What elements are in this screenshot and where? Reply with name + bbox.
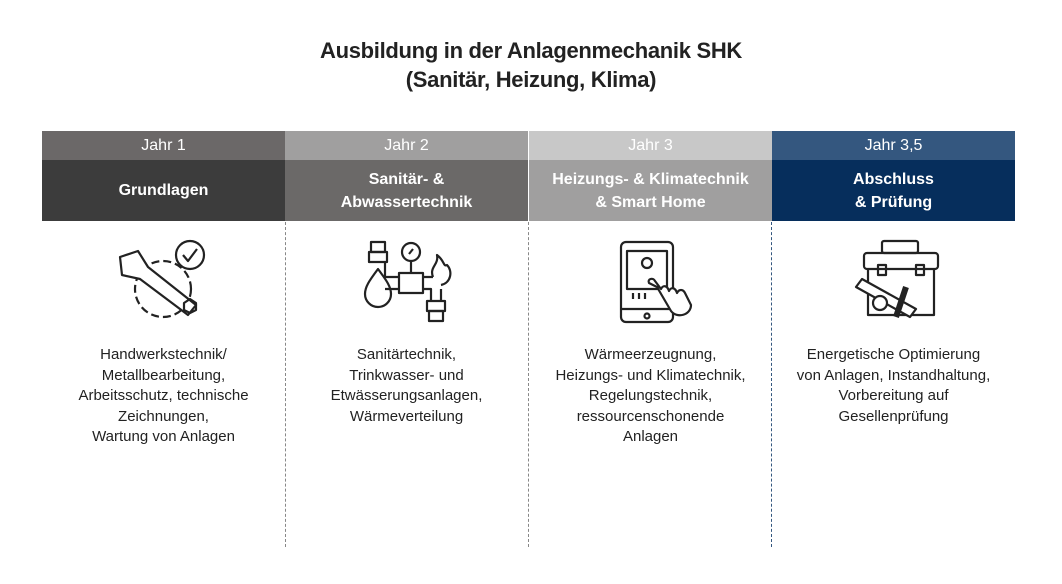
description bbox=[285, 345, 528, 427]
year-label: Jahr 2 bbox=[285, 131, 528, 160]
desc-line: Etwässerungsanlagen, bbox=[330, 387, 483, 405]
desc-line: Sanitärtechnik, bbox=[356, 346, 457, 363]
phase-line: Heizungs- & Klimatechnik bbox=[552, 170, 749, 188]
desc-line: Energetische Optimierung bbox=[806, 346, 981, 363]
year-label: Jahr 3,5 bbox=[772, 131, 1015, 160]
desc-line: Anlagen bbox=[622, 428, 679, 446]
phase-line: Abschluss bbox=[853, 170, 934, 188]
phase-line: Abwassertechnik bbox=[340, 193, 473, 211]
desc-line: Gesellenprüfung bbox=[838, 407, 949, 425]
column-year-3-5 bbox=[772, 131, 1015, 425]
desc-line: Handwerkstechnik/ bbox=[100, 346, 227, 363]
desc-line: Zeichnungen, bbox=[118, 407, 209, 425]
phase-label bbox=[285, 160, 528, 221]
phase-label bbox=[529, 160, 772, 221]
toolbox-diploma-icon bbox=[838, 237, 948, 327]
column-year-2 bbox=[285, 131, 528, 425]
tablet-touch-icon bbox=[595, 237, 705, 327]
desc-line: ressourcenschonende bbox=[576, 407, 725, 425]
title-line-1: Ausbildung in der Anlagenmechanik SHK bbox=[319, 38, 743, 63]
desc-line: Regelungstechnik, bbox=[588, 387, 713, 405]
phase-line: Grundlagen bbox=[118, 182, 209, 199]
page-title bbox=[0, 36, 1062, 94]
description bbox=[42, 345, 285, 448]
wrench-gear-check-icon bbox=[108, 237, 218, 327]
phase-label bbox=[772, 160, 1015, 221]
desc-line: von Anlagen, Instandhaltung, bbox=[796, 366, 991, 384]
column-year-1 bbox=[42, 131, 285, 446]
desc-line: Vorbereitung auf bbox=[838, 387, 949, 405]
year-label: Jahr 3 bbox=[529, 131, 772, 160]
phase-line: & Prüfung bbox=[854, 193, 933, 211]
desc-line: Wartung von Anlagen bbox=[92, 428, 235, 446]
column-divider bbox=[285, 222, 286, 547]
desc-line: Arbeitsschutz, technische bbox=[78, 387, 249, 405]
column-divider bbox=[771, 222, 772, 547]
desc-line: Wärmeerzeugnung, bbox=[584, 346, 717, 363]
description bbox=[529, 345, 772, 448]
column-year-3 bbox=[529, 131, 772, 446]
desc-line: Metallbearbeitung, bbox=[101, 366, 226, 384]
phase-line: Sanitär- & bbox=[368, 170, 445, 188]
desc-line: Wärmeverteilung bbox=[349, 407, 464, 425]
phase-label bbox=[42, 160, 285, 221]
desc-line: Trinkwasser- und bbox=[349, 366, 464, 384]
desc-line: Heizungs- und Klimatechnik, bbox=[555, 366, 746, 384]
description bbox=[772, 345, 1015, 427]
year-label: Jahr 1 bbox=[42, 131, 285, 160]
title-line-2: (Sanitär, Heizung, Klima) bbox=[405, 67, 657, 92]
pipe-valve-icon bbox=[351, 237, 461, 327]
phase-line: & Smart Home bbox=[595, 193, 706, 211]
column-divider bbox=[528, 222, 529, 547]
